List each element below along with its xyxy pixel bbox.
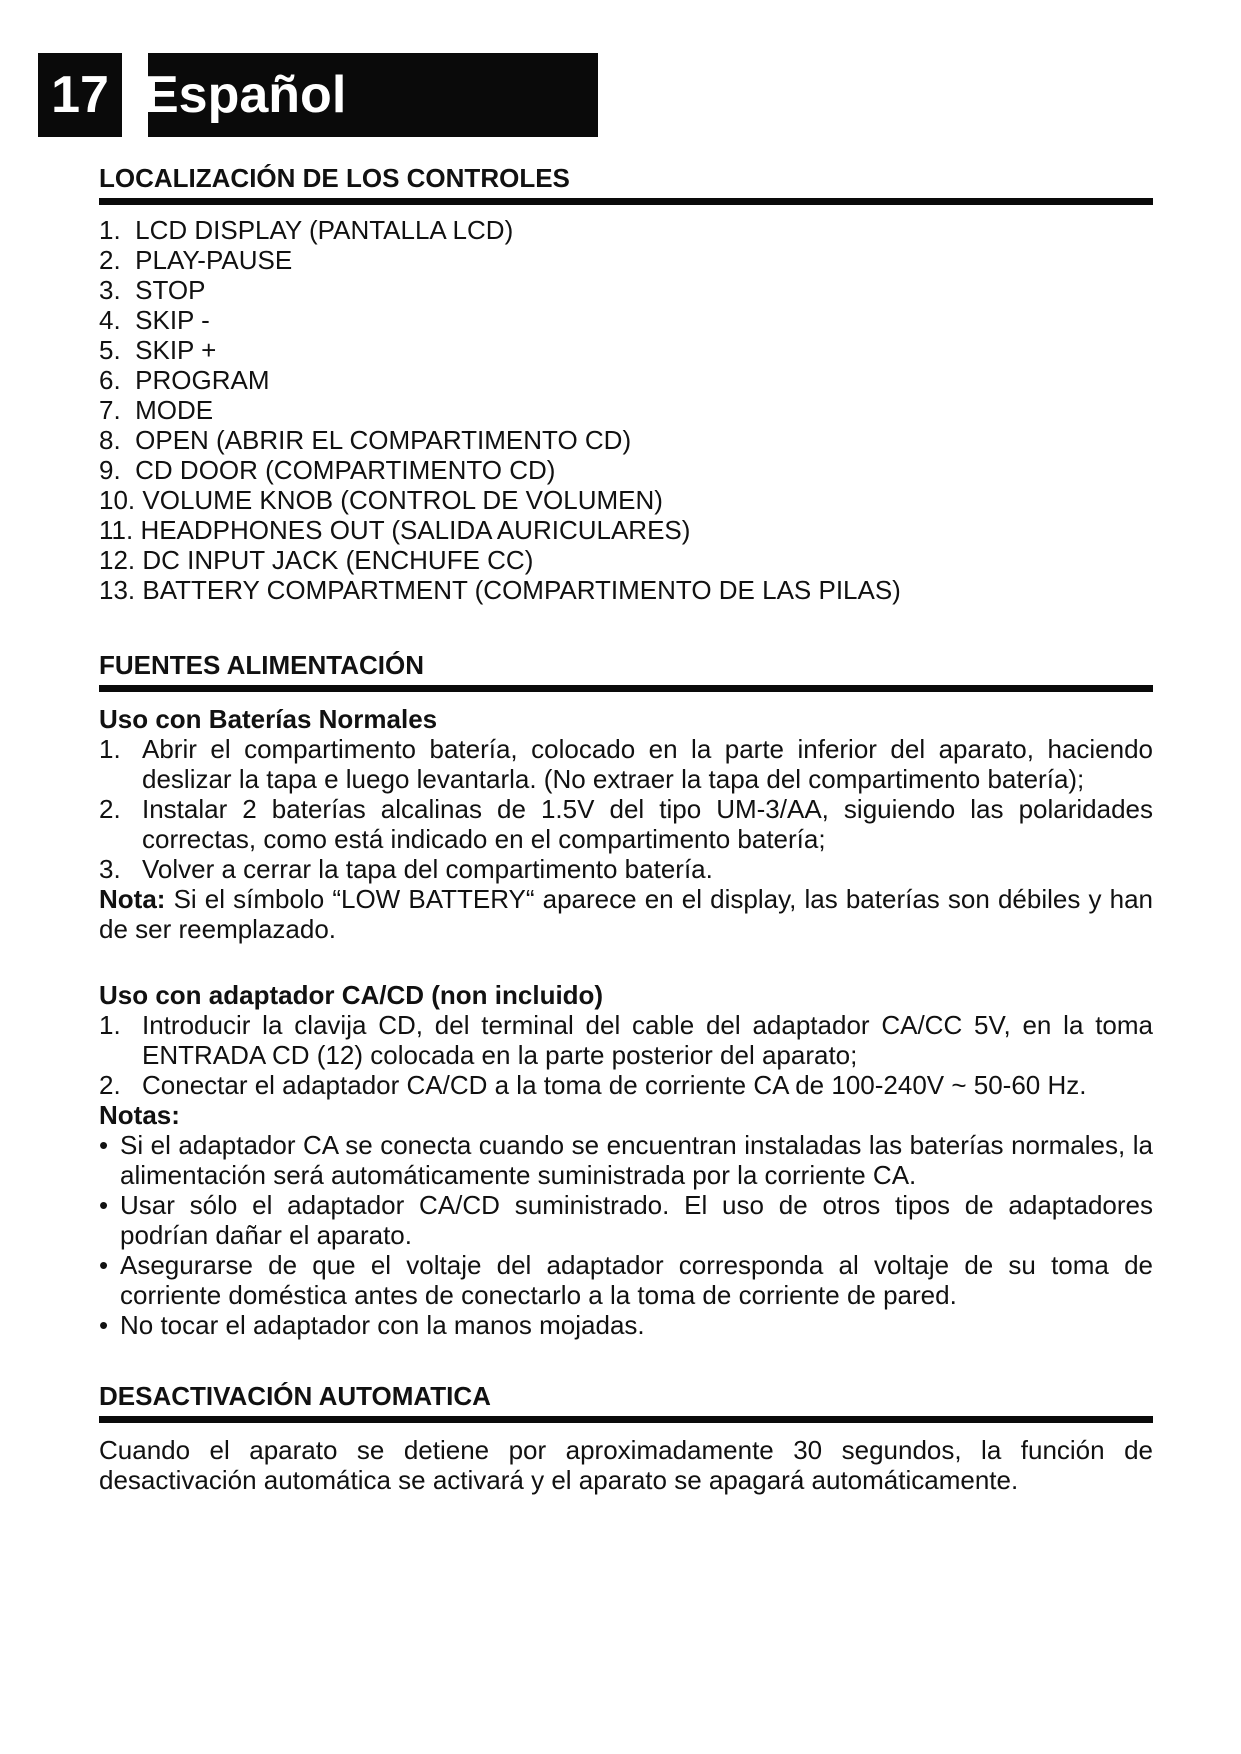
list-item: 2. Conectar el adaptador CA/CD a la toma de corriente CA de 100-240V ~ 50-60 Hz. [99,1070,1087,1100]
list-item: 11. HEADPHONES OUT (SALIDA AURICULARES) [99,515,691,545]
list-item: 3. Volver a cerrar la tapa del compartimento batería. [99,854,713,884]
note-label: Nota: [99,884,166,914]
list-item: 2. Instalar 2 baterías alcalinas de 1.5V del tipo UM-3/AA, siguiendo las polaridades correctas, como está indicado en el compartimento batería; [99,794,1153,854]
page-number: 17 [38,53,122,137]
controls-section-title: LOCALIZACIÓN DE LOS CONTROLES [99,160,1153,205]
list-item: • Si el adaptador CA se conecta cuando se encuentran instaladas las baterías normales, la alimentación será automáticamente suministrada por la corriente CA. [99,1130,1153,1190]
adapter-notes [99,1130,1153,1340]
list-item: 5. SKIP + [99,335,217,365]
list-item: 12. DC INPUT JACK (ENCHUFE CC) [99,545,534,575]
adapter-subtitle: Uso con adaptador CA/CD (non incluido) [99,980,604,1010]
list-item: • Usar sólo el adaptador CA/CD suministrado. El uso de otros tipos de adaptadores podrían dañar el aparato. [99,1190,1153,1250]
list-item: 8. OPEN (ABRIR EL COMPARTIMENTO CD) [99,425,632,455]
language-title: Español [148,53,598,137]
list-item: 10. VOLUME KNOB (CONTROL DE VOLUMEN) [99,485,663,515]
battery-note: Nota: Si el símbolo “LOW BATTERY“ aparece en el display, las baterías son débiles y han de ser reemplazado. [99,884,1153,944]
list-item: 3. STOP [99,275,206,305]
auto-off-text: Cuando el aparato se detiene por aproximadamente 30 segundos, la función de desactivación automática se activará y el aparato se apagará automáticamente. [99,1435,1153,1495]
batteries-subtitle: Uso con Baterías Normales [99,704,438,734]
controls-list [99,215,1153,605]
list-item: 4. SKIP - [99,305,210,335]
list-item: • Asegurarse de que el voltaje del adaptador corresponda al voltaje de su toma de corriente doméstica antes de conectarlo a la toma de corriente de pared. [99,1250,1153,1310]
list-item: 13. BATTERY COMPARTMENT (COMPARTIMENTO DE LAS PILAS) [99,575,901,605]
list-item: 9. CD DOOR (COMPARTIMENTO CD) [99,455,556,485]
list-item: 6. PROGRAM [99,365,270,395]
notes-label: Notas: [99,1100,180,1130]
batteries-steps [99,734,1153,884]
list-item: 2. PLAY-PAUSE [99,245,293,275]
list-item: 1. LCD DISPLAY (PANTALLA LCD) [99,215,514,245]
page-content [99,160,1153,1495]
auto-off-section-title: DESACTIVACIÓN AUTOMATICA [99,1378,1153,1423]
list-item: • No tocar el adaptador con la manos mojadas. [99,1310,645,1340]
list-item: 1. Abrir el compartimento batería, colocado en la parte inferior del aparato, haciendo deslizar la tapa e luego levantarla. (No extraer la tapa del compartimento batería); [99,734,1153,794]
adapter-steps [99,1010,1153,1100]
power-section-title: FUENTES ALIMENTACIÓN [99,647,1153,692]
list-item: 1. Introducir la clavija CD, del terminal del cable del adaptador CA/CC 5V, en la toma ENTRADA CD (12) colocada en la parte posterior del aparato; [99,1010,1153,1070]
list-item: 7. MODE [99,395,214,425]
